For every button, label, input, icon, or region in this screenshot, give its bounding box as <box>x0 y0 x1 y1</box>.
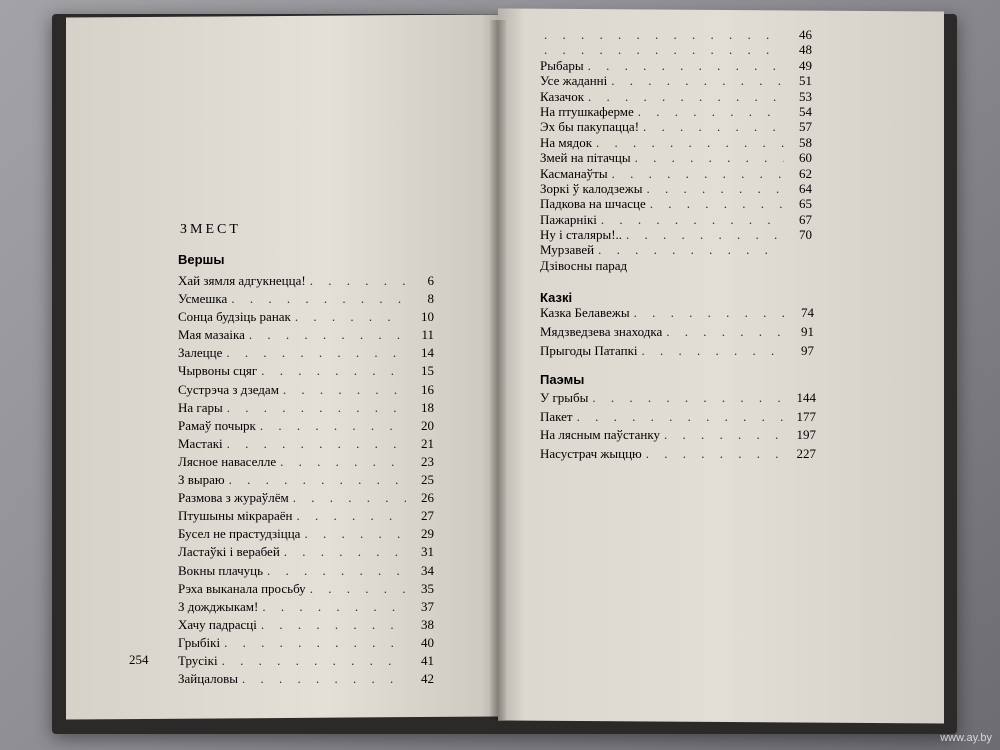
toc-entry: Змей на пітачцы . . . 60 <box>540 151 812 166</box>
toc-verses-list <box>178 274 434 690</box>
toc-entry: Мядзведзева знаходка . . . 91 <box>540 325 814 344</box>
toc-entry: Прыгоды Патапкі . . . 97 <box>540 344 814 363</box>
toc-entry: Падкова на шчасце . . . 65 <box>540 197 812 212</box>
toc-entry: Касманаўты . . . 62 <box>540 167 812 182</box>
toc-entry: Казачок . . . 53 <box>540 90 812 105</box>
toc-entry: Казка Белавежы . . . 74 <box>540 306 814 325</box>
toc-entry: Пажарнікі . . . 67 <box>540 213 812 228</box>
toc-entry: Усмешка . . . 8 <box>178 292 434 310</box>
toc-entry: На мядок . . . 58 <box>540 136 812 151</box>
toc-entry: Дзівосны парад <box>540 258 628 273</box>
toc-poems-list <box>540 391 816 465</box>
toc-entry: З выраю . . . 25 <box>178 473 434 491</box>
site-watermark: www.ay.by <box>940 732 992 744</box>
toc-entry: Птушыны мікрараён . . . 27 <box>178 509 434 527</box>
toc-tales-list <box>540 306 814 363</box>
toc-entry: Усе жаданні . . . 51 <box>540 74 812 89</box>
toc-entry: На птушкаферме . . . 54 <box>540 105 812 120</box>
toc-entry: Сонца будзіць ранак . . . 10 <box>178 310 434 328</box>
toc-entry: Рэха выканала просьбу . . . 35 <box>178 582 434 600</box>
section-verses: Вершы <box>178 252 225 267</box>
toc-entry: Мая мазаіка . . . 11 <box>178 328 434 346</box>
toc-entry: З дожджыкам! . . . 37 <box>178 600 434 618</box>
section-tales: Казкі <box>540 290 573 305</box>
toc-entry: Залецце . . . 14 <box>178 346 434 364</box>
toc-entry: . . . 48 <box>540 43 812 58</box>
toc-entry: Сустрэча з дзедам . . . 16 <box>178 383 434 401</box>
contents-heading: ЗМЕСТ <box>180 222 241 237</box>
toc-entry: На лясным паўстанку . . . 197 <box>540 428 816 447</box>
toc-entry: Грыбікі . . . 40 <box>178 636 434 654</box>
toc-entry: Эх бы пакупацца! . . . 57 <box>540 120 812 135</box>
toc-entry: Лясное наваселле . . . 23 <box>178 455 434 473</box>
toc-entry: Вокны плачуць . . . 34 <box>178 564 434 582</box>
toc-entry: Размова з жураўлём . . . 26 <box>178 491 434 509</box>
toc-entry: Зоркі ў калодзежы . . . 64 <box>540 182 812 197</box>
toc-entry: Трусікі . . . 41 <box>178 654 434 672</box>
toc-entry: Ластаўкі і верабей . . . 31 <box>178 545 434 563</box>
toc-verses-continued-list <box>540 28 812 274</box>
toc-entry: Рыбары . . . 49 <box>540 59 812 74</box>
toc-entry: У грыбы . . . 144 <box>540 391 816 410</box>
toc-entry: На гары . . . 18 <box>178 401 434 419</box>
toc-entry: Чырвоны сцяг . . . 15 <box>178 364 434 382</box>
section-poems: Паэмы <box>540 372 585 387</box>
toc-entry: Зайцаловы . . . 42 <box>178 672 434 690</box>
toc-entry: Хачу падрасці . . . 38 <box>178 618 434 636</box>
toc-entry: Мурзавей . . . <box>540 243 812 258</box>
toc-entry: Пакет . . . 177 <box>540 410 816 429</box>
toc-entry: Рамаў почырк . . . 20 <box>178 419 434 437</box>
toc-entry: Ну і сталяры!.. . . . 70 <box>540 228 812 243</box>
toc-entry: Насустрач жыццю . . . 227 <box>540 447 816 466</box>
page-number: 254 <box>129 652 149 667</box>
book-gutter <box>490 20 506 720</box>
toc-entry: Хай зямля адгукнецца! . . . 6 <box>178 274 434 292</box>
toc-entry: Мастакі . . . 21 <box>178 437 434 455</box>
toc-entry: . . . 46 <box>540 28 812 43</box>
toc-entry: Бусел не прастудзіцца . . . 29 <box>178 527 434 545</box>
